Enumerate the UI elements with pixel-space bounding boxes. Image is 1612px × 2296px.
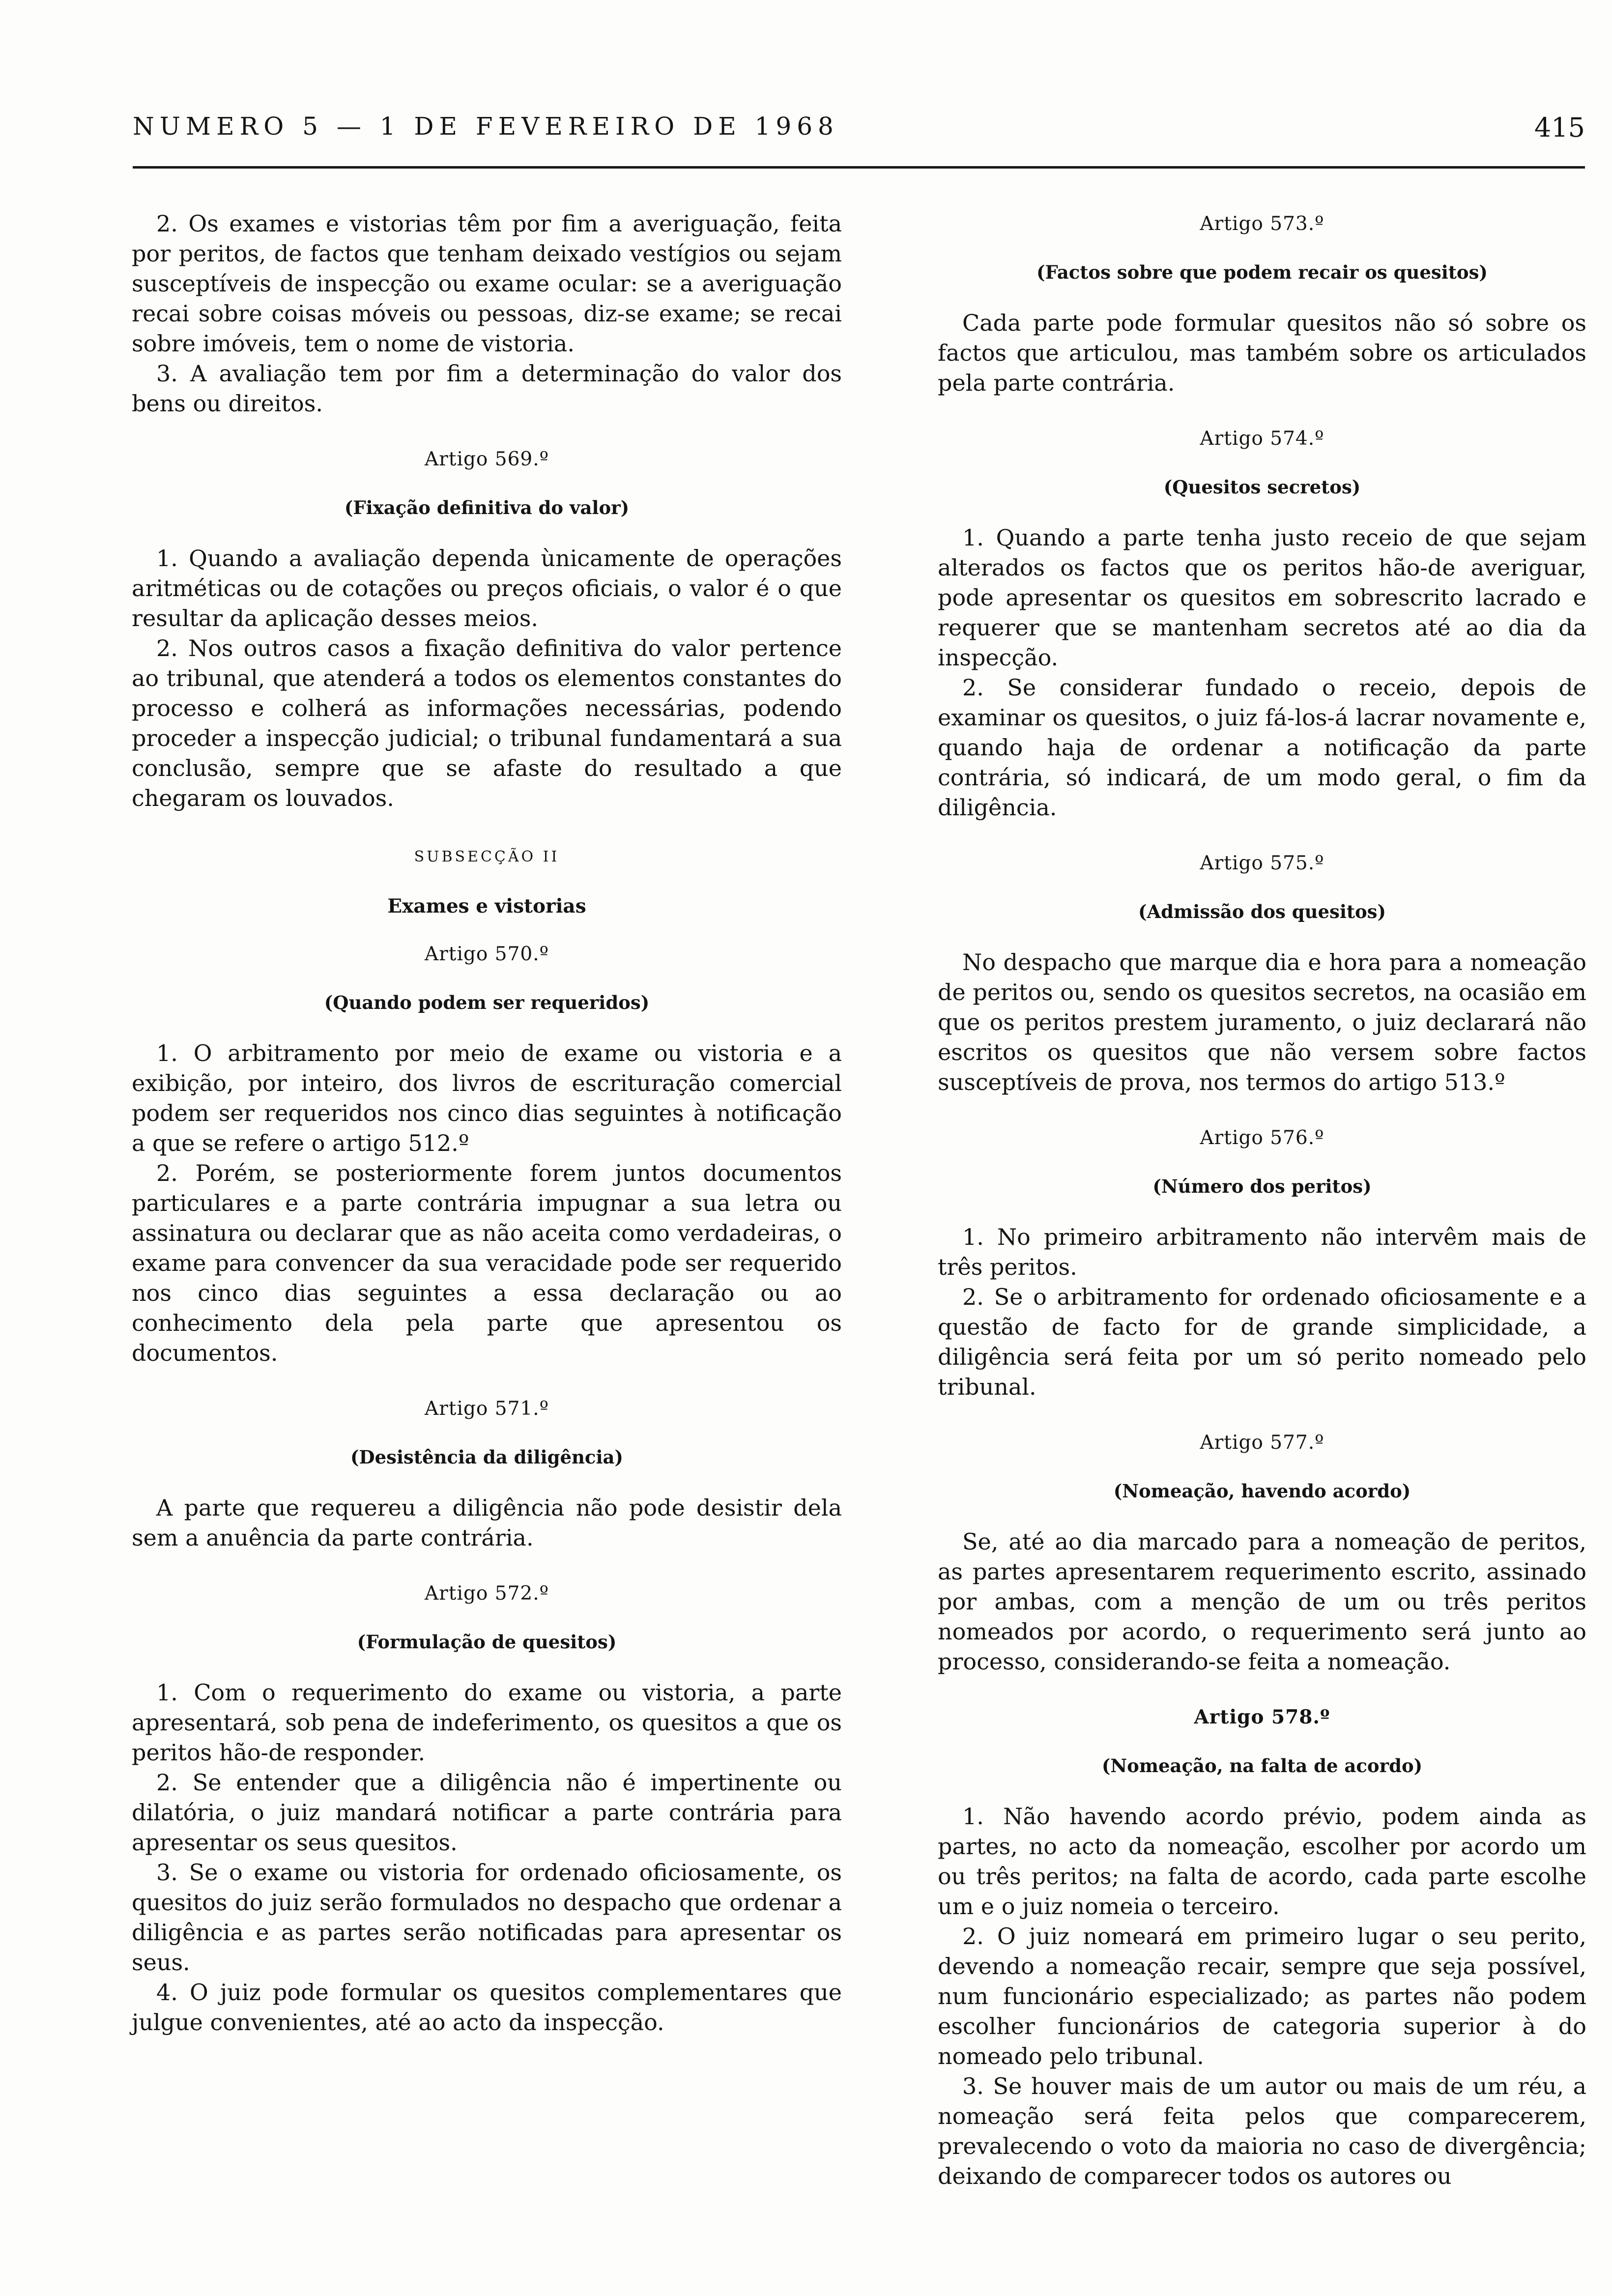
paragraph: 2. O juiz nomeará em primeiro lugar o seu perito, devendo a nomeação recair, sempre que seja possível, num funcionário especializado; as partes não podem escolher funcionários de categoria superior à do nomeado pelo tribunal. (938, 1923, 1586, 2069)
article-number: Artigo 569.º (425, 448, 549, 470)
article-number: Artigo 574.º (1200, 428, 1324, 450)
page-header (133, 112, 1585, 156)
article-title: (Factos sobre que podem recair os quesitos) (1036, 261, 1488, 283)
paragraph: 1. Com o requerimento do exame ou vistoria, a parte apresentará, sob pena de indeferimento, os quesitos a que os peritos hão-de responder. (132, 1679, 842, 1766)
article-number: Artigo 578.º (1194, 1706, 1330, 1728)
paragraph: 3. Se houver mais de um autor ou mais de um réu, a nomeação será feita pelos que comparecerem, prevalecendo o voto da maioria no caso de divergência; deixando de comparecer todos os autores ou (938, 2073, 1586, 2189)
paragraph: 2. Se entender que a diligência não é impertinente ou dilatória, o juiz mandará notificar a parte contrária para apresentar os seus quesitos. (132, 1769, 842, 1856)
paragraph: 2. Se considerar fundado o receio, depois de examinar os quesitos, o juiz fá-los-á lacrar novamente e, quando haja de ordenar a notificação da parte contrária, só indicará, de um modo geral, o fim da diligência. (938, 674, 1586, 821)
article-number: Artigo 573.º (1200, 213, 1324, 235)
article-title: (Fixação definitiva do valor) (344, 497, 630, 518)
paragraph: 1. Não havendo acordo prévio, podem ainda as partes, no acto da nomeação, escolher por acordo um ou três peritos; na falta de acordo, cada parte escolhe um e o juiz nomeia o terceiro. (938, 1803, 1586, 1920)
article-title: (Admissão dos quesitos) (1138, 901, 1386, 922)
article-title: (Nomeação, havendo acordo) (1113, 1480, 1411, 1502)
paragraph: 1. Quando a avaliação dependa ùnicamente de operações aritméticas ou de cotações ou preços oficiais, o valor é o que resultar da aplicação desses meios. (132, 545, 842, 631)
article-title: (Quesitos secretos) (1163, 476, 1361, 498)
article-number: Artigo 572.º (425, 1582, 549, 1605)
article-title: (Número dos peritos) (1152, 1176, 1372, 1197)
paragraph: 3. A avaliação tem por fim a determinação do valor dos bens ou direitos. (132, 360, 842, 417)
paragraph: 4. O juiz pode formular os quesitos complementares que julgue convenientes, até ao acto da inspecção. (132, 1979, 842, 2036)
paragraph: A parte que requereu a diligência não pode desistir dela sem a anuência da parte contrária. (132, 1494, 842, 1551)
gazette-issue-title: NUMERO 5 — 1 DE FEVEREIRO DE 1968 (133, 112, 839, 141)
page-number: 415 (1534, 112, 1585, 143)
article-number: Artigo 576.º (1200, 1127, 1324, 1149)
paragraph: 1. Quando a parte tenha justo receio de que sejam alterados os factos que os peritos hão-de averiguar, pode apresentar os quesitos em sobrescrito lacrado e requerer que se mantenham secretos até ao dia da inspecção. (938, 524, 1586, 671)
article-title: (Desistência da diligência) (350, 1446, 623, 1468)
right-column (938, 209, 1586, 2191)
left-column (132, 209, 842, 2038)
paragraph: Se, até ao dia marcado para a nomeação de peritos, as partes apresentarem requerimento escrito, assinado por ambas, com a menção de um ou três peritos nomeados por acordo, o requerimento será junto ao processo, considerando-se feita a nomeação. (938, 1528, 1586, 1675)
article-number: Artigo 570.º (425, 943, 549, 965)
article-number: Artigo 577.º (1200, 1432, 1324, 1454)
paragraph: 2. Se o arbitramento for ordenado oficiosamente e a questão de facto for de grande simplicidade, a diligência será feita por um só perito nomeado pelo tribunal. (938, 1284, 1586, 1400)
paragraph: 2. Porém, se posteriormente forem juntos documentos particulares e a parte contrária impugnar a sua letra ou assinatura ou declarar que as não aceita como verdadeiras, o exame para convencer da sua veracidade pode ser requerido nos cinco dias seguintes a essa declaração ou ao conhecimento dela pela parte que apresentou os documentos. (132, 1160, 842, 1366)
paragraph: 1. O arbitramento por meio de exame ou vistoria e a exibição, por inteiro, dos livros de escrituração comercial podem ser requeridos nos cinco dias seguintes à notificação a que se refere o artigo 512.º (132, 1040, 842, 1156)
header-rule (133, 166, 1585, 169)
article-title: (Nomeação, na falta de acordo) (1101, 1755, 1423, 1777)
article-number: Artigo 571.º (425, 1398, 549, 1420)
paragraph: 1. No primeiro arbitramento não intervêm mais de três peritos. (938, 1224, 1586, 1280)
subsection-title: Exames e vistorias (387, 895, 586, 918)
paragraph: 2. Os exames e vistorias têm por fim a averiguação, feita por peritos, de factos que tenham deixado vestígios ou sejam susceptíveis de inspecção ou exame ocular: se a averiguação recai sobre coisas móveis ou pessoas, diz-se exame; se recai sobre imóveis, tem o nome de vistoria. (132, 210, 842, 357)
article-title: (Quando podem ser requeridos) (324, 992, 650, 1013)
paragraph: Cada parte pode formular quesitos não só sobre os factos que articulou, mas também sobre os articulados pela parte contrária. (938, 310, 1586, 396)
paragraph: No despacho que marque dia e hora para a nomeação de peritos ou, sendo os quesitos secretos, na ocasião em que os peritos prestem juramento, o juiz declarará não escritos os quesitos que não versem sobre factos susceptíveis de prova, nos termos do artigo 513.º (938, 949, 1586, 1095)
subsection-label: SUBSECÇÃO II (414, 848, 560, 865)
paragraph: 3. Se o exame ou vistoria for ordenado oficiosamente, os quesitos do juiz serão formulados no despacho que ordenar a diligência e as partes serão notificadas para apresentar os seus. (132, 1859, 842, 1976)
article-number: Artigo 575.º (1200, 852, 1324, 874)
article-title: (Formulação de quesitos) (357, 1631, 617, 1653)
paragraph: 2. Nos outros casos a fixação definitiva do valor pertence ao tribunal, que atenderá a todos os elementos constantes do processo e colherá as informações necessárias, podendo proceder a inspecção judicial; o tribunal fundamentará a sua conclusão, sempre que se afaste do resultado a que chegaram os louvados. (132, 635, 842, 811)
